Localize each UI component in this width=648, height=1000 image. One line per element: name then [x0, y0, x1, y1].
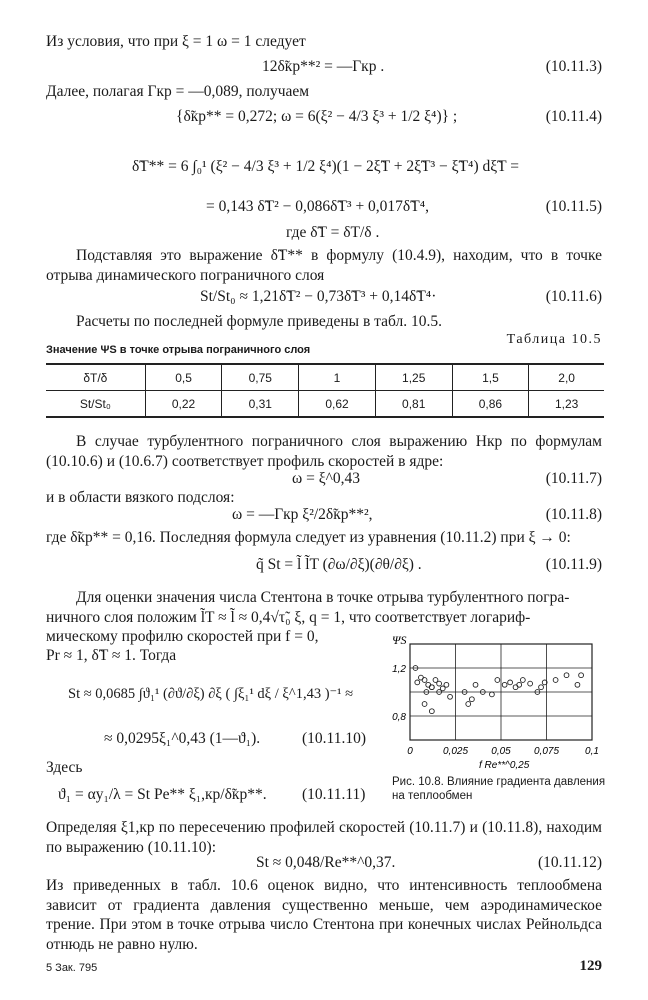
equation-number: (10.11.7) [545, 470, 602, 487]
data-point [579, 673, 584, 678]
data-point [437, 681, 442, 686]
equation-number: (10.11.10) [302, 730, 366, 747]
equation: = 0,143 δ̃T² − 0,086δ̃T³ + 0,017δ̃T⁴, [206, 198, 429, 215]
text-line: Для оценки значения числа Стентона в точке отрыва турбулентного погра- [76, 589, 570, 606]
table-cell: St/St₀ [46, 391, 145, 418]
equation: {δ̃кр** = 0,272; ω = 6(ξ² − 4/3 ξ³ + 1/2 ξ⁴)} ; [176, 108, 458, 125]
equation: St ≈ 0,048/Re**^0,37. [256, 854, 396, 871]
table-cell: δT/δ [46, 364, 145, 391]
page-number: 129 [579, 958, 602, 974]
x-tick-label: 0,1 [585, 746, 599, 757]
data-point [564, 673, 569, 678]
figure-10-8 [384, 632, 608, 772]
table-cell: 2,0 [529, 364, 604, 391]
data-point [528, 681, 533, 686]
table-cell: 1,5 [452, 364, 529, 391]
equation-number: (10.11.9) [545, 556, 602, 573]
data-point [429, 685, 434, 690]
equation-number: (10.11.6) [545, 288, 602, 305]
table-cell: 1,25 [375, 364, 452, 391]
table-cell: 1,23 [529, 391, 604, 418]
table-cell: 1 [299, 364, 376, 391]
table-cell: 0,81 [375, 391, 452, 418]
text-line: Здесь [46, 759, 83, 776]
equation-number: (10.11.11) [302, 786, 366, 803]
text-line: Pr ≈ 1, δ̃T ≈ 1. Тогда [46, 647, 177, 664]
x-tick-label: 0,05 [491, 746, 511, 757]
text-line: ничного слоя положим l̃T ≈ l̃ ≈ 0,4√τ̃₀ ξ, q = 1, что соответствует логариф- [46, 609, 531, 626]
equation: q̃ St = l̃ l̃T (∂ω/∂ξ)(∂θ/∂ξ) . [256, 556, 422, 573]
paragraph: Подставляя это выражение δ̃T** в формулу (10.4.9), находим, что в точке отрыва динамического пограничного слоя [46, 247, 602, 284]
chart-points [413, 666, 583, 714]
x-tick-label: 0 [407, 746, 413, 757]
equation-number: (10.11.5) [545, 198, 602, 215]
data-point [469, 697, 474, 702]
equation: ω = ξ^0,43 [292, 470, 361, 487]
x-tick-label: 0,025 [442, 746, 469, 757]
chart-grid [410, 644, 592, 740]
data-point [502, 682, 507, 687]
paragraph: Определяя ξ1,кр по пересечению профилей скоростей (10.11.7) и (10.11.8), находим по выражению (10.11.10): [46, 819, 602, 856]
text-line: мическому профилю скоростей при f = 0, [46, 628, 319, 645]
text-line: и в области вязкого подслоя: [46, 489, 235, 506]
equation-number: (10.11.12) [538, 854, 602, 871]
table-cell: 0,22 [145, 391, 222, 418]
data-point [415, 680, 420, 685]
equation: δ̃T** = 6 ∫₀¹ (ξ² − 4/3 ξ³ + 1/2 ξ⁴)(1 − 2ξ̃T + 2ξ̃T³ − ξ̃T⁴) dξ̃T = [132, 158, 519, 175]
x-tick-label: 0,075 [533, 746, 560, 757]
y-tick-label: 1,2 [392, 664, 406, 675]
text-line: где δ̃кр** = 0,16. Последняя формула следует из уравнения (10.11.2) при ξ → 0: [46, 529, 571, 546]
paragraph: Из приведенных в табл. 10.6 оценок видно, что интенсивность теплообмена зависит от градиента давления существенно меньше, чем аэродинамическое трение. При этом в точке отрыва число Стентона при конечных числах Рейнольдса отнюдь не равно нулю. [46, 877, 602, 953]
y-axis-label: ΨS [392, 633, 407, 647]
data-point [575, 682, 580, 687]
equation-number: (10.11.4) [545, 108, 602, 125]
data-point [466, 702, 471, 707]
data-point [539, 685, 544, 690]
equation: ω = —Γкр ξ²/2δ̃кр**², [232, 506, 373, 523]
data-point [490, 692, 495, 697]
data-point [508, 680, 513, 685]
data-point [473, 682, 478, 687]
table-cell: 0,86 [452, 391, 529, 418]
text-line: Далее, полагая Γкр = —0,089, получаем [46, 83, 310, 100]
equation: St/St₀ ≈ 1,21δ̃T² − 0,73δ̃T³ + 0,14δ̃T⁴· [200, 288, 437, 305]
table-cell: 0,31 [222, 391, 299, 418]
text-line: Из условия, что при ξ = 1 ω = 1 следует [46, 33, 306, 50]
equation: ϑ₁ = αy₁/λ = St Pe** ξ₁,кр/δ̃кр**. [58, 786, 267, 803]
x-axis-label: f Re**^0,25 [479, 760, 530, 771]
data-point [553, 678, 558, 683]
data-point [495, 678, 500, 683]
equation: где δ̃T = δT/δ . [286, 224, 380, 241]
text-line: Расчеты по последней формуле приведены в табл. 10.5. [76, 313, 442, 330]
equation-number: (10.11.8) [545, 506, 602, 523]
equation: 12δ̃кр**² = —Γкр . [262, 58, 385, 75]
data-point [520, 678, 525, 683]
table-cell: 0,5 [145, 364, 222, 391]
table-row [46, 364, 604, 391]
figure-caption: Рис. 10.8. Влияние градиента давления на теплообмен [392, 776, 606, 802]
data-point [429, 709, 434, 714]
table-title: Значение ΨS в точке отрыва пограничного слоя [46, 344, 311, 356]
equation: ≈ 0,0295ξ₁^0,43 (1—ϑ₁). [104, 730, 261, 747]
equation: St ≈ 0,0685 ∫ϑ₁¹ (∂ϑ/∂ξ) ∂ξ ( ∫ξ₁¹ dξ / ξ^1,43 )⁻¹ ≈ [68, 686, 354, 702]
data-point [422, 702, 427, 707]
y-tick-label: 0,8 [392, 712, 406, 723]
data-point [448, 694, 453, 699]
table-cell: 0,62 [299, 391, 376, 418]
table-label: Таблица 10.5 [506, 332, 602, 347]
footer-note: 5 Зак. 795 [46, 962, 98, 974]
data-table [46, 363, 604, 418]
data-point [422, 678, 427, 683]
data-point [517, 682, 522, 687]
table-cell: 0,75 [222, 364, 299, 391]
equation-number: (10.11.3) [545, 58, 602, 75]
table-row [46, 391, 604, 418]
paragraph: В случае турбулентного пограничного слоя выражению Hкр по формулам (10.10.6) и (10.6.7) соответствует профиль скоростей в ядре: [46, 433, 602, 470]
